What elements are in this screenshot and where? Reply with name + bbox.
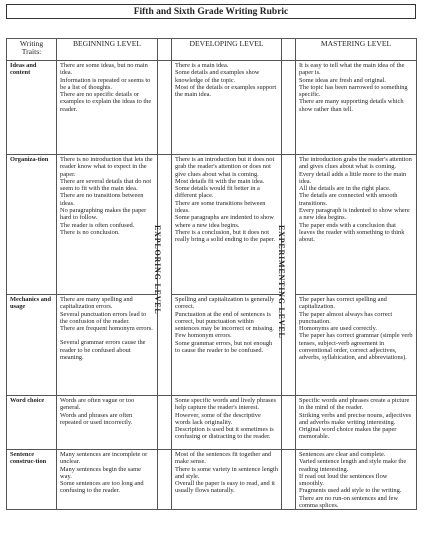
rubric-statement: Some paragraphs are indented to show where a new idea begins. bbox=[175, 214, 274, 229]
rubric-row bbox=[7, 61, 417, 155]
rubric-statement: Striking verbs and precise nouns, adjectives and adverbs make writing interesting. bbox=[299, 411, 412, 426]
rubric-statement: If read out loud the sentences flow smoothly. bbox=[299, 472, 388, 488]
rubric-statement: There is no introduction that lets the reader know what to expect in the paper. bbox=[60, 156, 153, 178]
rubric-statement: Some sentences are too long and confusing to the reader. bbox=[60, 480, 144, 495]
rubric-statement: There are some transitions between ideas. bbox=[175, 199, 266, 215]
rubric-statement: Information is repeated or seems to be a list of thoughts. bbox=[60, 76, 151, 91]
rubric-statement: Words are often vague or too general. bbox=[60, 397, 135, 412]
header-mastering: MASTERING LEVEL bbox=[296, 39, 417, 61]
rubric-statement: Fragments used add style to the writing. bbox=[299, 487, 402, 495]
rubric-statement: There are some ideas, but no main idea. bbox=[60, 62, 148, 77]
rubric-row bbox=[7, 396, 417, 450]
exploring-level-label: EXPLORING LEVEL bbox=[152, 225, 162, 315]
rubric-statement: There is an introduction but it does not grab the reader's attention or does not give clues about what is coming. bbox=[175, 156, 275, 178]
beginning-cell bbox=[57, 61, 158, 155]
rubric-statement: There is a main idea. bbox=[175, 62, 229, 69]
rubric-statement: The paper ends with a conclusion that leaves the reader with something to think about. bbox=[299, 221, 405, 244]
rubric-statement: Several grammar errors cause the reader to be confused about meaning. bbox=[60, 339, 146, 362]
rubric-statement: It is easy to tell what the main idea of the paper is. bbox=[299, 62, 405, 77]
rubric-statement: Some specific words and lively phrases help capture the reader's interest. However, some of the descriptive words lack originality. bbox=[175, 397, 276, 426]
level-band bbox=[276, 155, 296, 396]
rubric-statement: Many sentences begin the same way. bbox=[60, 465, 141, 480]
rubric-statement: There is no conclusion. bbox=[60, 228, 120, 236]
level-band bbox=[152, 155, 172, 396]
rubric-statement: There are several details that do not seem to fit with the main idea. bbox=[60, 177, 152, 193]
beginning-cell bbox=[57, 155, 158, 295]
rubric-row bbox=[7, 155, 417, 295]
rubric-statement: Homonyms are used correctly. bbox=[299, 325, 378, 333]
header-developing: DEVELOPING LEVEL bbox=[172, 39, 282, 61]
rubric-statement: There are no specific details or examples to explain the ideas to the reader. bbox=[60, 91, 152, 113]
rubric-statement: Some grammar errors, but not enough to cause the reader to be confused. bbox=[175, 339, 273, 355]
rubric-statement: The introduction grabs the reader's attention and gives clues about what is coming. bbox=[299, 156, 412, 171]
rubric-statement: Most of the sentences fit together and make sense. bbox=[175, 451, 272, 466]
rubric-statement: All the details are in the right place. bbox=[299, 185, 391, 193]
rubric-row bbox=[7, 450, 417, 510]
rubric-statement: Spelling and capitalization is generally correct. bbox=[175, 296, 275, 311]
rubric-statement: Many sentences are incomplete or unclear. bbox=[60, 451, 148, 466]
rubric-statement: The reader is often confused. bbox=[60, 221, 135, 229]
developing-cell bbox=[172, 396, 282, 450]
header-row bbox=[7, 39, 417, 61]
rubric-statement: There are many spelling and capitalization errors. bbox=[60, 296, 133, 311]
rubric-statement: Some details and examples show knowledge of the topic. bbox=[175, 69, 260, 84]
rubric-statement: Description is used but it sometimes is confusing or distracting to the reader. bbox=[175, 426, 274, 441]
rubric-statement: There are many supporting details which show rather than tell. bbox=[299, 98, 404, 113]
level-band bbox=[282, 450, 296, 510]
rubric-statement: The paper has correct spelling and capitalization. bbox=[299, 296, 387, 311]
rubric-statement: Specific words and phrases create a picture in the mind of the reader. bbox=[299, 397, 410, 412]
developing-cell bbox=[172, 61, 282, 155]
header-beginning: BEGINNING LEVEL bbox=[57, 39, 158, 61]
rubric-row bbox=[7, 295, 417, 396]
rubric-statement: Words and phrases are often repeated or used incorrectly. bbox=[60, 411, 133, 426]
rubric-statement: Most of the details or examples support the main idea. bbox=[175, 83, 277, 99]
rubric-statement: No paragraphing makes the paper hard to follow. bbox=[60, 207, 147, 222]
trait-name: Word choice bbox=[7, 396, 57, 450]
level-band bbox=[158, 396, 172, 450]
rubric-statement: Sentences are clear and complete. bbox=[299, 451, 386, 458]
level-band bbox=[282, 61, 296, 155]
rubric-statement: Few homonym errors. bbox=[175, 332, 232, 340]
mastering-cell bbox=[296, 396, 417, 450]
rubric-statement: Most details fit with the main idea. bbox=[175, 177, 265, 185]
mastering-cell bbox=[296, 450, 417, 510]
rubric-statement: The paper has correct grammar (simple verb tenses, subject-verb agreement in conventional order, correct adjectives, adverbs, syllabication, and abbreviations). bbox=[299, 332, 413, 362]
rubric-statement: The paper almost always has correct punctuation. bbox=[299, 310, 393, 325]
rubric-statement: Some details would fit better in a different place. bbox=[175, 185, 260, 200]
trait-name: Organiza-tion bbox=[7, 155, 57, 295]
spacer bbox=[60, 332, 154, 339]
page-title: Fifth and Sixth Grade Writing Rubric bbox=[6, 4, 416, 19]
rubric-statement: The details are connected with smooth transitions. bbox=[299, 192, 398, 207]
rubric-statement: Varied sentence length and style make the reading interesting. bbox=[299, 458, 407, 473]
mastering-cell bbox=[296, 61, 417, 155]
trait-name: Ideas and content bbox=[7, 61, 57, 155]
rubric-statement: Some ideas are fresh and original. bbox=[299, 76, 386, 84]
trait-name: Sentence construc-tion bbox=[7, 450, 57, 510]
trait-name: Mechanics and usage bbox=[7, 295, 57, 396]
mastering-cell bbox=[296, 295, 417, 396]
header-traits: Writing Traits: bbox=[7, 39, 57, 61]
spacer-cell bbox=[282, 39, 296, 61]
experimenting-level-label: EXPERIMENTING LEVEL bbox=[276, 225, 286, 339]
developing-cell bbox=[172, 450, 282, 510]
rubric-statement: There is a conclusion, but it does not really bring a solid ending to the paper. bbox=[175, 228, 276, 244]
rubric-statement: Punctuation at the end of sentences is correct, but punctuation within sentences may be incorrect or missing. bbox=[175, 310, 275, 333]
level-band bbox=[158, 450, 172, 510]
developing-cell bbox=[172, 155, 282, 295]
rubric-statement: There are no transitions between ideas. bbox=[60, 192, 144, 207]
rubric-statement: Original word choice makes the paper memorable. bbox=[299, 426, 397, 441]
rubric-table bbox=[6, 38, 417, 510]
rubric-statement: The topic has been narrowed to something specific. bbox=[299, 83, 408, 99]
rubric-statement: Every detail adds a little more to the main idea. bbox=[299, 170, 407, 185]
rubric-statement: Several punctuation errors lead to the confusion of the reader. bbox=[60, 310, 147, 325]
beginning-cell bbox=[57, 295, 158, 396]
rubric-statement: There are no run-on sentences and few comma splices. bbox=[299, 494, 399, 510]
developing-cell bbox=[172, 295, 282, 396]
rubric-statement: There is some variety in sentence length and style. bbox=[175, 465, 278, 480]
level-band bbox=[158, 61, 172, 155]
beginning-cell bbox=[57, 450, 158, 510]
mastering-cell bbox=[296, 155, 417, 295]
beginning-cell bbox=[57, 396, 158, 450]
level-band bbox=[282, 396, 296, 450]
rubric-statement: There are frequent homonym errors. bbox=[60, 325, 153, 333]
spacer-cell bbox=[158, 39, 172, 61]
rubric-statement: Every paragraph is indented to show where a new idea begins. bbox=[299, 207, 410, 222]
rubric-statement: Overall the paper is easy to read, and it usually flows naturally. bbox=[175, 480, 275, 495]
